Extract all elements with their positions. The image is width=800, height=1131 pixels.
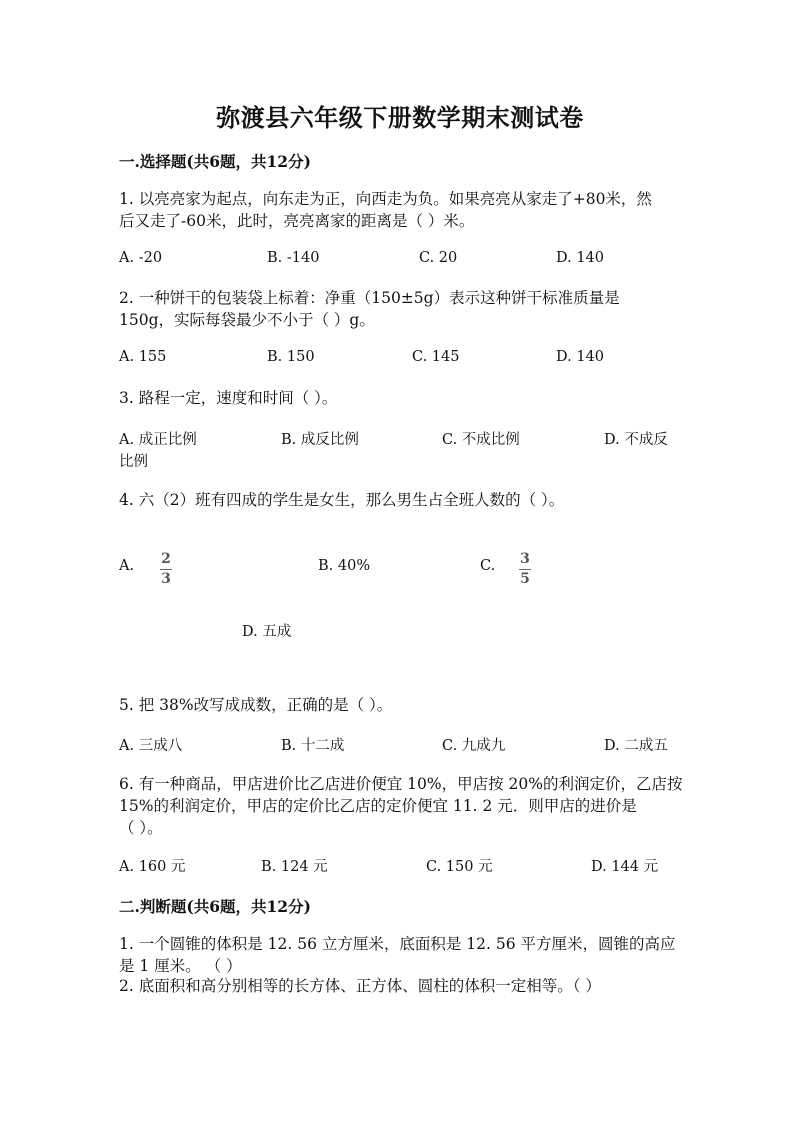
question-1-line-1: 1. 以亮亮家为起点，向东走为正，向西走为负。如果亮亮从家走了+80米，然 <box>119 190 652 208</box>
fraction-numerator: 3 <box>520 551 530 567</box>
question-4-option-d[interactable]: D. 五成 <box>242 624 292 640</box>
question-6-option-a[interactable]: A. 160 元 <box>119 859 186 875</box>
question-6-line-1: 6. 有一种商品，甲店进价比乙店进价便宜 10%，甲店按 20%的利润定价，乙店按 <box>119 775 683 793</box>
question-1-option-b[interactable]: B. -140 <box>267 250 320 266</box>
question-6-option-d[interactable]: D. 144 元 <box>591 859 659 875</box>
question-2-option-b[interactable]: B. 150 <box>267 349 315 365</box>
fraction-numerator: 2 <box>161 551 171 567</box>
question-6-line-2: 15%的利润定价，甲店的定价比乙店的定价便宜 11. 2 元．则甲店的进价是 <box>119 797 637 815</box>
question-5-option-c[interactable]: C. 九成九 <box>442 738 506 754</box>
question-4-option-c-fraction[interactable] <box>519 551 531 588</box>
question-4-option-c-label[interactable]: C. <box>480 558 496 574</box>
judgement-1-line-1: 1. 一个圆锥的体积是 12. 56 立方厘米，底面积是 12. 56 平方厘米，圆锥的高应 <box>119 935 676 953</box>
question-1-line-2: 后又走了-60米，此时，亮亮离家的距离是（ ）米。 <box>119 212 475 230</box>
question-6-line-3: （ ）。 <box>119 819 163 837</box>
question-2-line-2: 150g，实际每袋最少不小于（ ）g。 <box>119 311 375 329</box>
question-2-option-a[interactable]: A. 155 <box>119 349 167 365</box>
question-6-option-b[interactable]: B. 124 元 <box>261 859 328 875</box>
question-3-option-a[interactable]: A. 成正比例 <box>119 432 197 448</box>
fraction-bar <box>519 569 531 570</box>
question-5-line-1: 5. 把 38%改写成成数，正确的是（ ）。 <box>119 696 393 714</box>
question-4-line-1: 4. 六（2）班有四成的学生是女生，那么男生占全班人数的（ ）。 <box>119 491 565 509</box>
fraction-denominator: 5 <box>520 571 530 588</box>
fraction-denominator: 3 <box>161 571 171 588</box>
judgement-2-line-1: 2. 底面积和高分别相等的长方体、正方体、圆柱的体积一定相等。（ ） <box>119 977 601 995</box>
question-3-option-d-continued: 比例 <box>119 454 148 470</box>
question-2-option-c[interactable]: C. 145 <box>412 349 460 365</box>
question-5-option-a[interactable]: A. 三成八 <box>119 738 183 754</box>
section-heading-judgement: 二.判断题(共6题，共12分) <box>119 897 311 916</box>
question-3-option-b[interactable]: B. 成反比例 <box>281 432 359 448</box>
fraction-bar <box>160 569 172 570</box>
question-6-option-c[interactable]: C. 150 元 <box>426 859 493 875</box>
question-5-option-b[interactable]: B. 十二成 <box>281 738 345 754</box>
question-1-option-a[interactable]: A. -20 <box>119 250 163 266</box>
question-2-option-d[interactable]: D. 140 <box>556 349 605 365</box>
question-4-option-b[interactable]: B. 40% <box>318 558 371 574</box>
question-4-option-a-label[interactable]: A. <box>119 558 135 574</box>
question-2-line-1: 2. 一种饼干的包装袋上标着：净重（150±5g）表示这种饼干标准质量是 <box>119 289 620 307</box>
question-3-option-d[interactable]: D. 不成反 <box>604 432 668 448</box>
judgement-1-line-2: 是 1 厘米。 （ ） <box>119 957 242 975</box>
page-title: 弥渡县六年级下册数学期末测试卷 <box>216 103 584 132</box>
section-heading-choice: 一.选择题(共6题，共12分) <box>119 152 311 171</box>
question-4-option-a-fraction[interactable] <box>160 551 172 588</box>
question-1-option-d[interactable]: D. 140 <box>556 250 605 266</box>
question-3-line-1: 3. 路程一定，速度和时间（ ）。 <box>119 389 338 407</box>
question-5-option-d[interactable]: D. 二成五 <box>604 738 668 754</box>
question-3-option-c[interactable]: C. 不成比例 <box>442 432 520 448</box>
question-1-option-c[interactable]: C. 20 <box>419 250 458 266</box>
